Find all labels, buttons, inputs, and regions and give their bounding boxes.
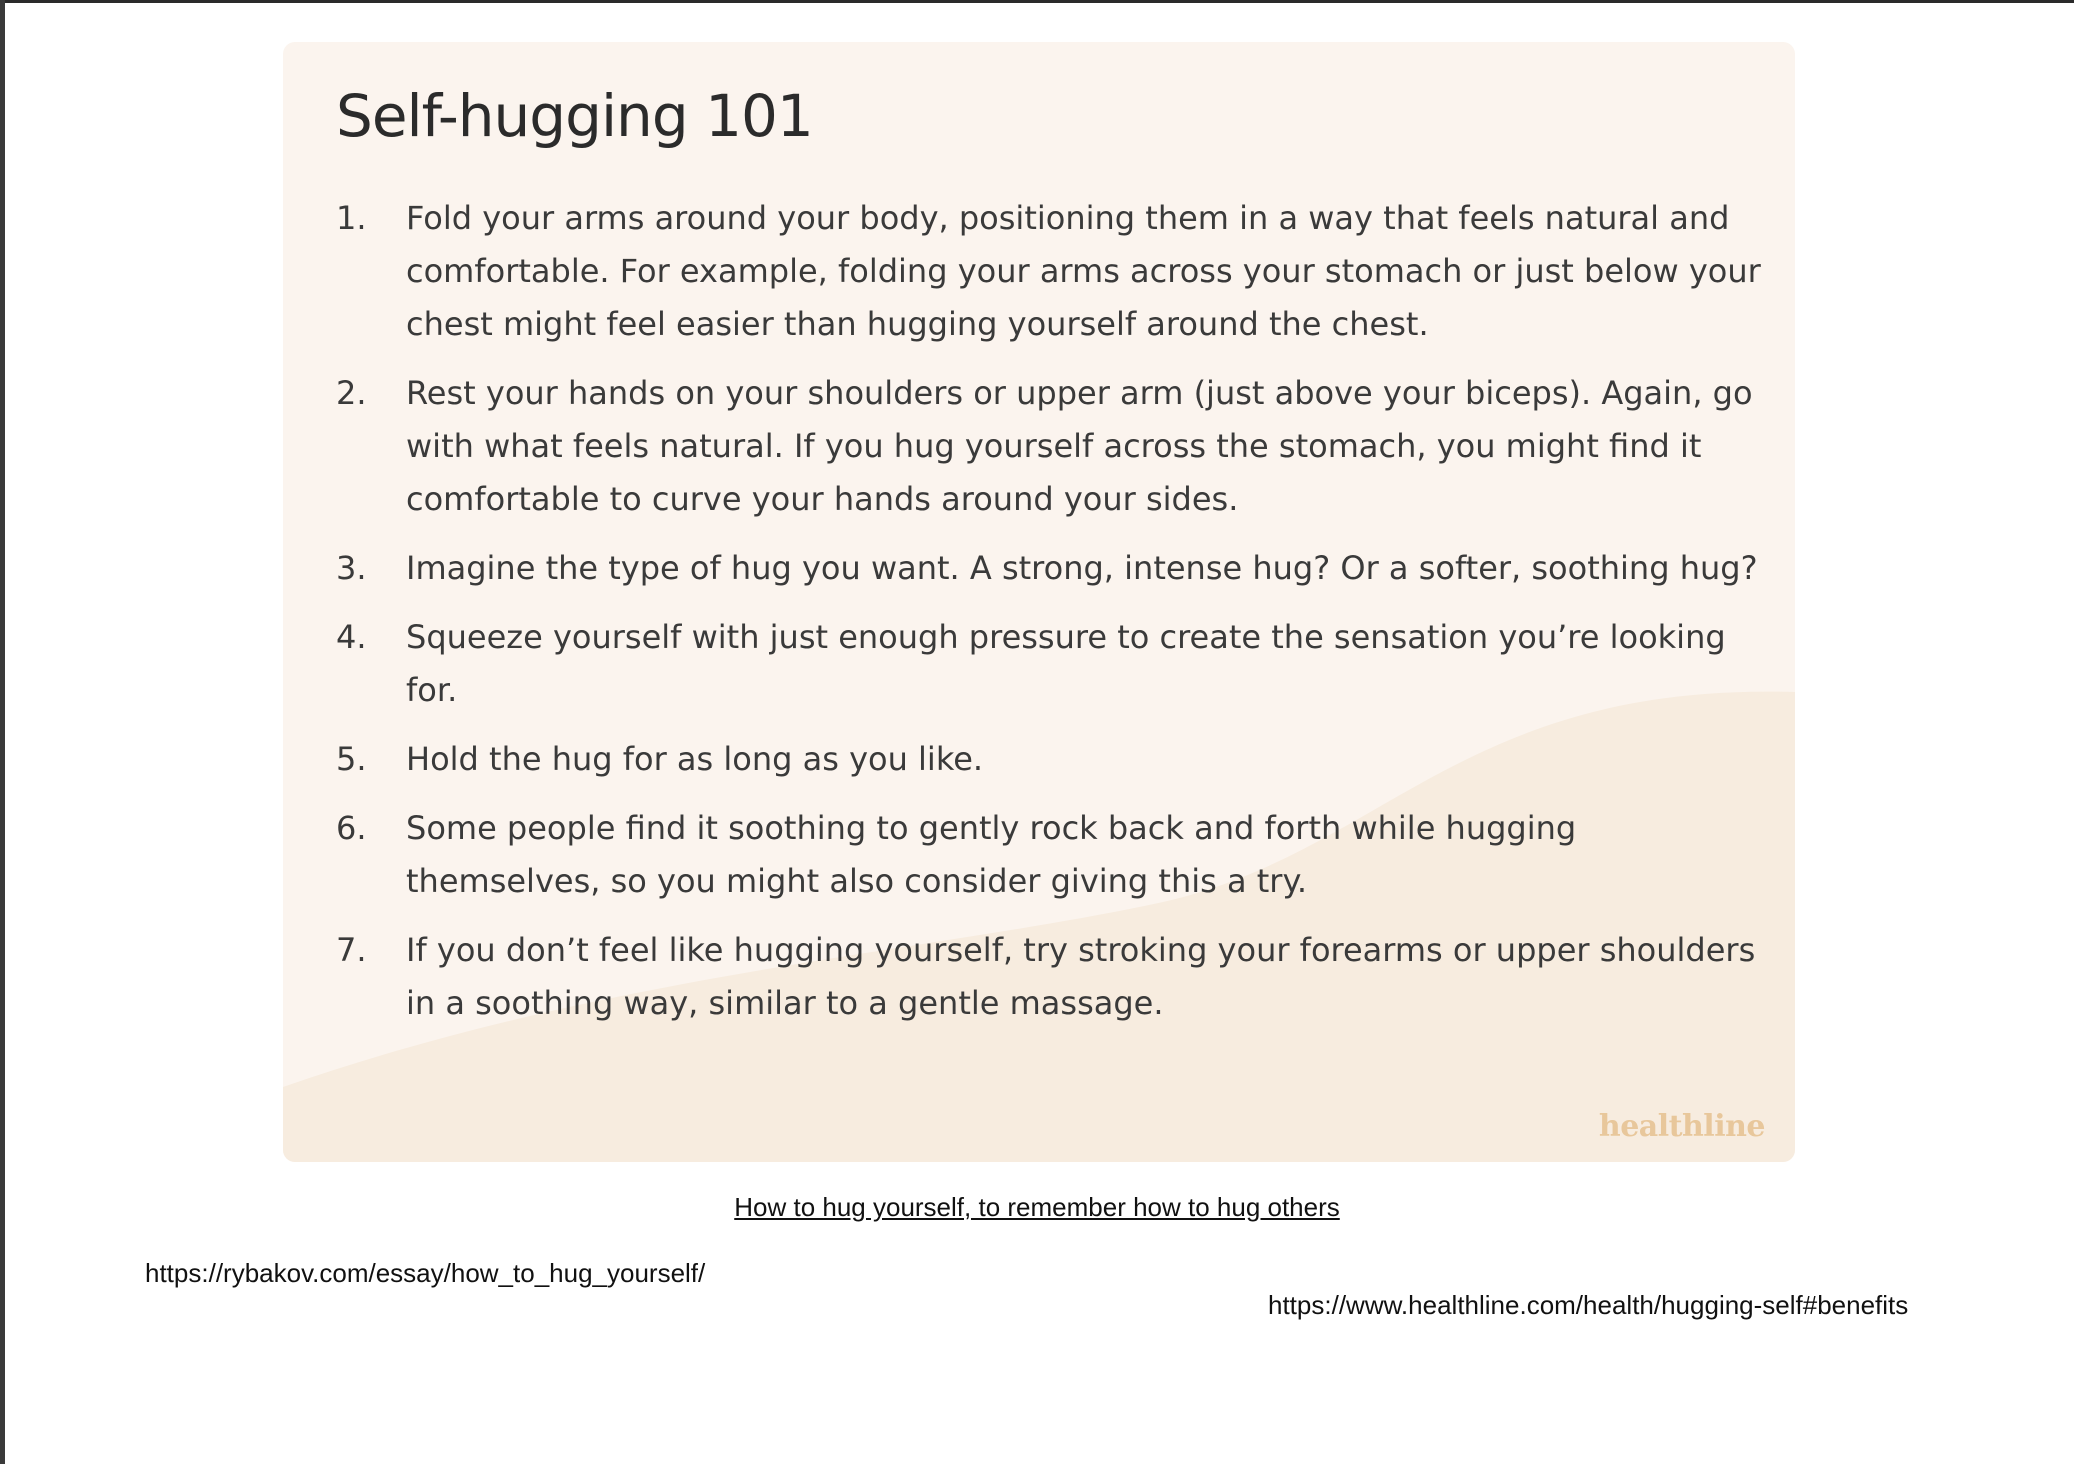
step-number: 2. xyxy=(336,374,367,412)
step-number: 1. xyxy=(336,199,367,237)
list-item xyxy=(336,192,1761,351)
source-url-rybakov[interactable]: https://rybakov.com/essay/how_to_hug_yourself/ xyxy=(145,1258,706,1288)
step-text: Fold your arms around your body, positioning them in a way that feels natural and comfortable. For example, folding your arms across your stomach or just below your chest might feel easier than hugging yourself around the chest. xyxy=(406,199,1761,343)
list-item xyxy=(336,924,1761,1030)
list-item xyxy=(336,802,1761,908)
caption-link[interactable]: How to hug yourself, to remember how to hug others xyxy=(734,1192,1340,1222)
step-text: Hold the hug for as long as you like. xyxy=(406,740,984,778)
step-number: 3. xyxy=(336,549,367,587)
steps-list xyxy=(336,192,1761,1046)
step-number: 4. xyxy=(336,618,367,656)
list-item xyxy=(336,611,1761,717)
window-frame-left xyxy=(0,0,5,1464)
step-text: Squeeze yourself with just enough pressure to create the sensation you’re looking for. xyxy=(406,618,1726,709)
list-item xyxy=(336,542,1761,595)
source-url-healthline[interactable]: https://www.healthline.com/health/hugging-self#benefits xyxy=(1268,1290,1909,1320)
step-text: Imagine the type of hug you want. A strong, intense hug? Or a softer, soothing hug? xyxy=(406,549,1758,587)
step-text: Some people find it soothing to gently rock back and forth while hugging themselves, so you might also consider giving this a try. xyxy=(406,809,1577,900)
list-item xyxy=(336,367,1761,526)
window-frame-top xyxy=(0,0,2074,3)
step-number: 5. xyxy=(336,740,367,778)
list-item xyxy=(336,733,1761,786)
step-text: Rest your hands on your shoulders or upper arm (just above your biceps). Again, go with what feels natural. If you hug yourself across the stomach, you might find it comfortable to curve your hands around your sides. xyxy=(406,374,1753,518)
healthline-logo: healthline xyxy=(1598,1109,1765,1144)
infographic-card xyxy=(283,42,1795,1162)
card-title: Self-hugging 101 xyxy=(336,82,813,150)
step-number: 6. xyxy=(336,809,367,847)
step-number: 7. xyxy=(336,931,367,969)
step-text: If you don’t feel like hugging yourself, try stroking your forearms or upper shoulders in a soothing way, similar to a gentle massage. xyxy=(406,931,1756,1022)
